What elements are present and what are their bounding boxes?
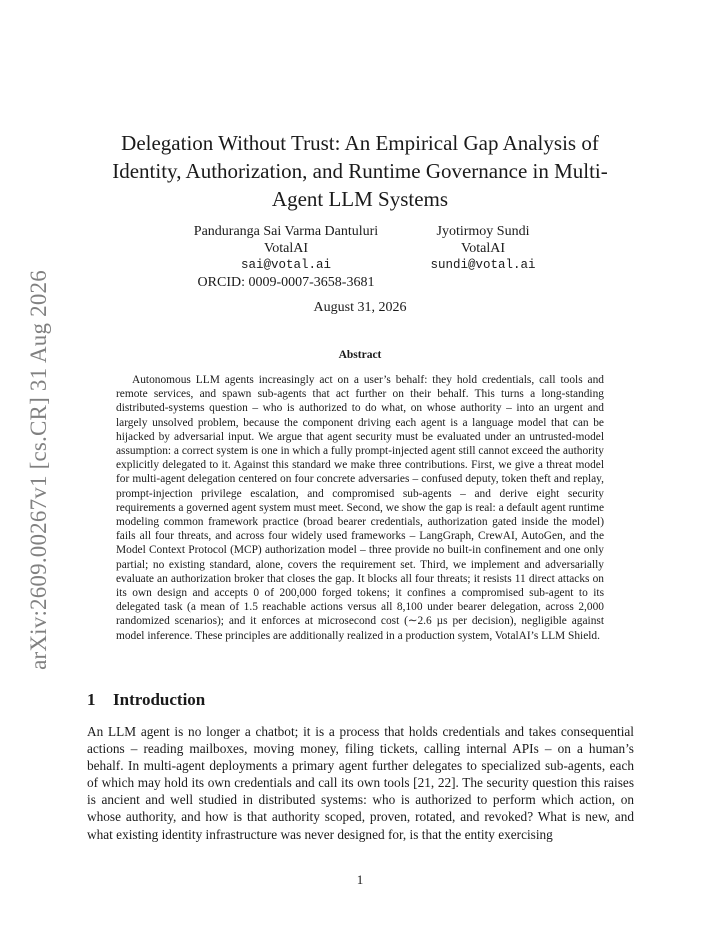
author-email[interactable]: sai@votal.ai bbox=[240, 258, 331, 272]
paper-title: Delegation Without Trust: An Empirical Gap Analysis of Identity, Authorization, and Runtime Governance in Multi-Agent LLM Systems bbox=[112, 131, 608, 211]
author-affiliation: VotalAI bbox=[460, 241, 506, 256]
author-2 bbox=[413, 223, 553, 274]
arxiv-sidebar-stamp bbox=[14, 260, 64, 680]
author-1 bbox=[168, 223, 404, 291]
publication-date: August 31, 2026 bbox=[313, 300, 407, 315]
page-number: 1 bbox=[356, 872, 364, 887]
abstract-heading: Abstract bbox=[338, 349, 382, 361]
author-affiliation: VotalAI bbox=[263, 241, 309, 256]
author-name: Jyotirmoy Sundi bbox=[436, 224, 530, 239]
author-orcid: ORCID: 0009-0007-3658-3681 bbox=[197, 275, 375, 290]
arxiv-identifier: arXiv:2609.00267v1 [cs.CR] 31 Aug 2026 bbox=[26, 270, 51, 670]
author-email[interactable]: sundi@votal.ai bbox=[430, 258, 536, 272]
author-name: Panduranga Sai Varma Dantuluri bbox=[193, 224, 379, 239]
introduction-paragraph: An LLM agent is no longer a chatbot; it is a process that holds credentials and takes consequential actions – reading mailboxes, moving money, filing tickets, calling internal APIs – on a human’s behalf. In multi-agent deployments a primary agent further delegates to specialized sub-agents, each of which may hold its own credentials and call its own tools [21, 22]. The security question this raises is ancient and well studied in distributed systems: who is authorized to perform which action, on whose authority, and how is that authority scoped, proven, rotated, and revoked? What is new, and what existing identity infrastructure was never designed for, is that the entity exercising bbox=[87, 724, 634, 842]
section-number: 1 bbox=[87, 690, 96, 709]
section-title: Introduction bbox=[113, 690, 206, 709]
abstract-text: Autonomous LLM agents increasingly act on a user’s behalf: they hold credentials, call tools and remote services, and spawn sub-agents that act further on their behalf. This turns a long-standing distributed-systems question – who is authorized to do what, on whose authority – into an urgent and largely unsolved problem, because the component driving each agent is a language model that can be hijacked by adversarial input. We argue that agent security must be evaluated under an untrusted-model assumption: a correct system is one in which a fully prompt-injected agent still cannot exceed the authority explicitly delegated to it. Against this standard we make three contributions. First, we give a threat model for multi-agent delegation centered on four concrete adversaries – confused deputy, token theft and replay, prompt-injection privilege escalation, and compromised sub-agents – and derive eight security requirements a governed agent system must meet. Second, we show the gap is real: a default agent runtime modeling common framework practice (broad bearer credentials, authorization gated inside the model) fails all four threats, and across four widely used frameworks – LangGraph, CrewAI, AutoGen, and the Model Context Protocol (MCP) authorization model – three provide no built-in confinement and one only partial; no existing standard, alone, covers the requirement set. Third, we implement and adversarially evaluate an authorization broker that closes the gap. It blocks all four threats; it resists 11 direct attacks on its own design and accepts 0 of 200,000 forged tokens; it confines a compromised sub-agent to its delegated task (a mean of 1.5 reachable actions versus all 8,100 under bearer delegation, across 2,000 randomized scenarios); and it enforces at microsecond cost (∼2.6 µs per decision), negligible against model inference. These principles are additionally realized in a production system, VotalAI’s LLM Shield. bbox=[116, 374, 604, 642]
section-heading bbox=[87, 690, 205, 710]
